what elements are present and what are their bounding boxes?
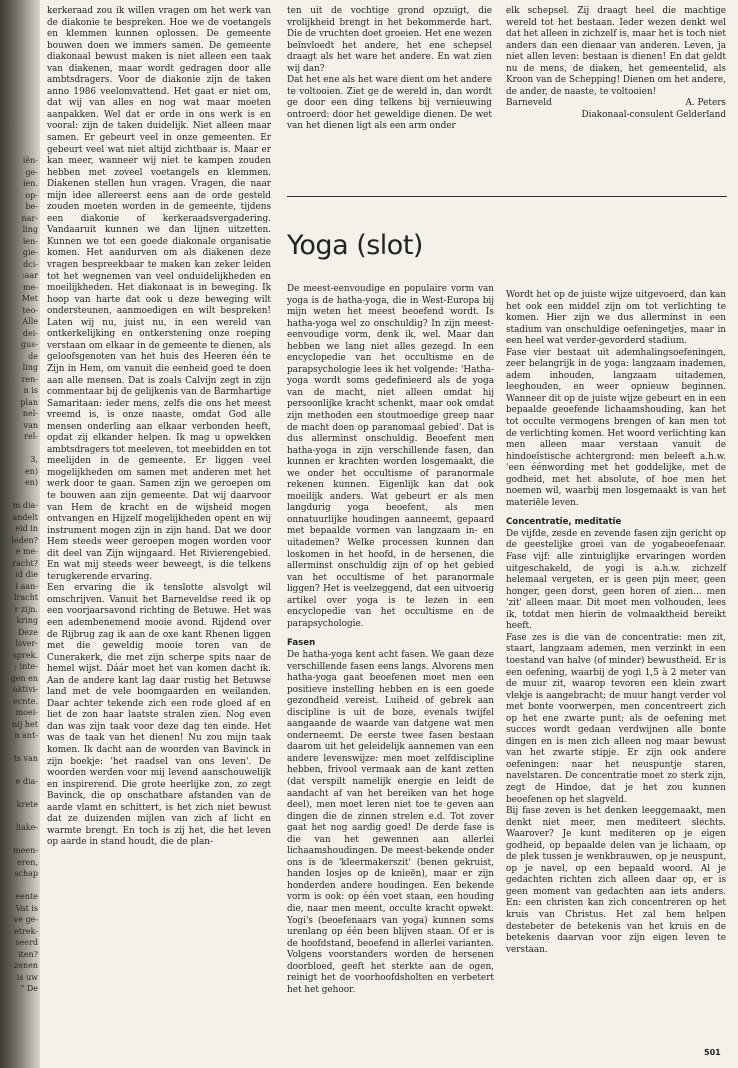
column-diakonie-continued [47,6,271,849]
spine-fragment: liake- [15,823,38,832]
spine-fragment: aktivi- [12,685,38,694]
spine-fragment [2,811,38,823]
spine-fragment: iën- [22,156,38,165]
spine-fragment: lsver- [15,639,38,648]
spine-fragment: ien. [23,179,38,188]
spine-fragment: ling [22,363,38,372]
spine-fragment: ge- [25,167,38,177]
spine-fragment: kring [16,616,38,625]
spine-fragment: is uw [16,972,38,982]
spine-fragment: plan [20,397,38,407]
spine-fragment: :aar [21,271,38,280]
spine-fragment [2,489,38,501]
spine-fragment: me- [22,282,38,292]
subheading-concentratie: Concentratie, meditatie [506,517,622,528]
spine-fragment: lracht [14,593,38,602]
spine-fragment [2,443,38,455]
spine-fragment: ve ge- [13,915,38,924]
spine-fragment: moei- [15,708,38,717]
spine-fragment: eren, [17,857,38,867]
spine-fragment: Vat is [15,903,38,913]
spine-fragment: eente [15,892,38,901]
paragraph: ten uit de vochtige grond opzuigt, die vrolijkheid brengt in het bekommerde hart. Die de vruchten doet groeien. Het ene wezen beïnvloedt het andere, het ene schepsel draagt als het ware het andere. En wat zien wij dan? [287,6,492,74]
paragraph: Wordt het op de juiste wijze uitgevoerd, dan kan het ook een middel zijn om tot verlichting te komen. Hier zijn we dus allerminst in een stadium van onschuldige oefeningetjes, maar in een heel wat verder-gevorderd stadium. [506,290,726,347]
spine-fragment: m dia- [12,501,38,510]
spine-fragment: ling [22,225,38,234]
spine-fragment: ren- [21,374,38,384]
column-diakonie-end [506,6,726,121]
spine-fragment: Alle [22,317,38,326]
spine-fragment: n ant- [14,731,38,740]
paragraph: elk schepsel. Zij draagt heel die machtige wereld tot het bestaan. Ieder wezen denkt wel dat het alleen in zichzelf is, maar het is toch niet anders dan een dienaar van anderen. Leven, ja niet allen leven: bestaan is dienen! En dat geldt nu de mens, de diaken, het gemeentelid, als Kroon van de Schepping! Dienen om het andere, de ander, de naaste, te voltooien! [506,6,726,97]
spine-fragment: gen en [10,673,38,683]
spine-fragment: ien- [22,236,38,246]
paragraph: Fase vier bestaat uit ademhalingsoefeningen, zeer belangrijk in de yoga: langzaam inademen, adem inhouden, langzaam uitademen, leeghouden, en weer opnieuw beginnen. Wanneer dit op de juiste wijze gebeurt en in een bepaalde geoefende lichaamshouding, kan het tot occulte vermogens brengen of kan men tot de verlichting komen. Het woord verlichting kan men alleen maar verstaan vanuit de hindoeïstische achtergrond: men beleeft a.h.w. 'een éénwording met het goddelijke, met de godheid, met het absolute, of hoe men het noemen wil, waarbij men losgemaakt is van het materiële leven. [506,347,726,508]
signature-place: Barneveld [506,98,552,109]
spine-fragment: nij het [12,719,38,729]
spine-fragment: schap [14,869,38,878]
spine-fragment: krete [16,800,38,809]
spine-fragment: n is [23,386,38,395]
spine-fragment: Deze [17,627,38,637]
section-divider [287,196,727,197]
spine-fragment: seerd [15,938,38,947]
subheading-fasen: Fasen [287,638,316,649]
paragraph: De hatha-yoga kent acht fasen. We gaan deze verschillende fasen eens langs. Alvorens men hatha-yoga gaat beoefenen moet men een positieve instelling hebben en is een goede gezondheid vereist. Luiheid of gebrek aan discipline is uit de boze, evenals twijfel aangaande de waarde van datgene wat men onderneemt. De eerste twee fasen bestaan daarom uit het geleidelijk aannemen van een andere levenswijze: men moet zelfdiscipline hebben, frivool vermaak aan de kant zetten (dat verspilt namelijk energie en leidt de aandacht af van het bereiken van het hoge deel), men moet leren niet toe te geven aan dingen die de zinnen strelen e.d. Tot zover gaat het nog aardig goed! De derde fase is die van het gewennen aan allerlei lichaamshoudingen. De meest-bekende onder ons is de 'kleermakerszit' (benen gekruist, handen losjes op de knieën), maar er zijn honderden andere houdingen. Een bekende vorm is ook: op één voet staan, een houding die, naar men meent, occulte kracht opwekt. Yogi's (beoefenaars van yoga) kunnen soms urenlang op één been blijven staan. Of er is de hoofdstand, beoefend in allerlei varianten. Volgens voorstanders worden de hersenen doorbloed, geeft het sterkte aan de ogen, reinigt het de voorhoofdsholten en verbetert het het gehoor. [287,649,494,995]
spine-fragment: gus- [20,340,38,349]
paragraph: De vijfde, zesde en zevende fasen zijn gericht op de geestelijke groei van de yogabeoefenaar. Fase vijf: alle zintuiglijke ervaringen worden uitgeschakeld, de yogi is a.h.w. zichzelf helemaal vergeten, er is geen pijn meer, geen honger, geen dorst, geen horen of zien... men 'zit' alleen maar. Dit moet men volhouden, lees ik, totdat men hierin de volmaaktheid bereikt heeft. [506,528,726,632]
spine-fragment: meen- [13,846,38,855]
spine-fragment: racht? [12,558,38,568]
spine-fragment [2,742,38,754]
signature-role: Diakonaal-consulent Gelderland [581,109,726,120]
paragraph: Bij fase zeven is het denken leeggemaakt, men denkt niet meer, men mediteert slechts. Waarover? Je kunt mediteren op je eigen godheid, op bepaalde delen van je lichaam, op de plek tussen je wenkbrauwen, op je neuspunt, op je navel, op een bepaald woord. Al je gedachten richten zich alleen daar op, er is geen moment van gedachten aan iets anders. En: een christen kan zich concentreren op het kruis van Christus. Het zal hem helpen destebeter de betekenis van het kruis en de betekenis daarvan voor zijn eigen leven te verstaan. [506,806,726,955]
spine-fragment: andelt [12,512,38,522]
spine-fragment: teo- [22,305,38,315]
paragraph: Fase zes is die van de concentratie: men zit, staart, langzaam ademen, men verzinkt in een toestand van halve (of minder) bewustheid. Er is een oefening, waarbij de yogi 1,5 à 2 meter van de muur zit, waarop tevoren een klein zwart vlekje is aangebracht; de muur hangt verder vol met bonte voorwerpen, men concentreert zich op het ene zwarte punt; als de oefening met succes wordt gedaan verdwijnen alle bonte dingen en is men zich alleen nog maar bewust van het zwarte stipje. Er zijn ook andere oefeningen: naar het neuspuntje staren, navelstaren. De concentratie moet zo sterk zijn, zegt de Hindoe, dat je het zou kunnen beoefenen op het slagveld. [506,632,726,805]
spine-fragment: en) [24,466,38,476]
spine-fragment: de [28,351,38,361]
spine-fragment: Met [21,294,38,303]
paragraph: Een ervaring die ik tenslotte alsvolgt wil omschrijven. Vanuit het Barneveldse reed ik op een voorjaarsavond richting de Betuwe. Het was een adembenemend mooie avond. Rijdend over de Rijbrug zag ik aan de oxe kant Rhenen liggen met die geweldig mooie toren van de Cunerakerk, die met zijn scherpe spits naar de hemel wijst. Dáár moet het van komen dacht ik. Aan de andere kant lag daar rustig het Betuwse land met de vele boomgaarden en weilanden. Daar achter tekende zich een rode gloed af en liet de zon haar laatste stralen zien. Nog even dan was zijn taak voor deze dag ten einde. Het was de taak van het dienen! Nu zou mijn taak komen. Ik dacht aan de woorden van Bavinck in zijn boekje: 'het raadsel van ons leven'. De woorden werden voor mij levend aanschouwelijk en inspirerend. Die grote heerlijke zon, zo zegt Bavinck, die op onschatbare afstanden van de aarde vlamt en schittert, is het zich niet bewust dat ze duizenden mijlen van zich af licht en warmte brengt. En toch is zij het, die het leven op aarde in stand houdt, die de plan- [47,583,271,848]
spine-fragment: dci- [23,259,38,269]
spine-fragment: en) [24,478,38,487]
signature-name: A. Peters [685,98,726,109]
article-title: Yoga (slot) [287,230,423,261]
spine-fragment: etrek- [14,926,38,936]
spine-fragment: sprek. [12,650,38,660]
spine-fragment [2,788,38,800]
spine-fragment: gie- [22,248,38,257]
spine-fragment: van [23,420,38,430]
previous-page-fragments [2,155,38,993]
spine-fragment: eid in [15,524,38,533]
spine-fragment: rel- [24,432,38,441]
spine-fragment: 3, [30,455,38,464]
column-yoga-left [287,284,494,996]
column-yoga-right [506,290,726,956]
spine-fragment [2,834,38,846]
spine-fragment: leden? [11,535,38,545]
spine-fragment [2,765,38,777]
column-diakonie-middle [287,6,492,133]
spine-fragment: id die [15,570,38,579]
spine-fragment: iten? [18,949,38,959]
spine-fragment: nar- [21,213,38,223]
paragraph: De meest-eenvoudige en populaire vorm van yoga is de hatha-yoga, die in West-Europa bij mijn weten het meest beoefend wordt. Is hatha-yoga wel zo onschuldig? In zijn meest-eenvoudige vorm, denk ik, wel. Maar dan hebben we lang niet alles gezegd. In een encyclopedie van het occultisme en de parapsychologie lees ik het volgende: 'Hatha-yoga wordt soms gedefinieerd als de yoga van de macht, niet alleen omdat hij persoonlijke kracht schenkt, maar ook omdat zijn methoden een stoutmoedige greep naar de macht doen op paranomaal gebied'. Dat is dus allerminst onschuldig. Beoefent men hatha-yoga in zijn verschillende fasen, dan kunnen er krachten worden losgemaakt, die we onder het occultisme of paranormale rekenen kunnen. Eigenlijk kan dat ook moeilijk anders. Wat gebeurt er als men langdurig yoga beoefent, als men onnatuurlijke houdingen aanneemt, gepaard met bepaalde vormen van langzaam in- en uitademen? Welke processen kunnen dan loskomen in het hoofd, in de hersenen, die allerminst onschuldig zijn of op het gebied van het occultisme of het paranormale liggen? Het is veelzeggend, dat een uitvoerig artikel over yoga is te lezen in een encyclopedie van het occultisme en de parapsychologie. [287,284,494,629]
spine-fragment: ecnte. [13,696,38,706]
signature-line [506,98,726,110]
page-number: 501 [704,1048,721,1057]
spine-fragment: e dia- [15,777,38,786]
spine-fragment: ; inte- [14,662,38,671]
spine-fragment: nel- [22,409,38,418]
spine-fragment: l aan- [15,581,38,591]
spine-fragment: ts van [13,754,38,763]
spine-fragment: be- [25,202,38,211]
spine-fragment: " De [20,984,38,993]
paragraph: Dat het ene als het ware dient om het andere te voltooien. Ziet ge de wereld in, dan wordt ge door een ding telkens bij vernieuwing ontroerd: door het geweldige dienen. De wet van het dienen ligt als een arm onder [287,75,492,132]
paragraph: kerkeraad zou ik willen vragen om het werk van de diakonie te bespreken. Hoe we de voetangels en klemmen kunnen oplossen. De gemeente bouwen doen we immers samen. De gemeente diakonaal bewust maken is niet alleen een taak van diakenen, maar wordt gedragen door alle ambtsdragers. Voor de diakonie zijn de taken anno 1986 veelomvattend. Het gaat er niet om, dat wij van alles en nog wat maar moeten aanpakken. Wel dat er orde in ons werk is en vooral: zijn de taken duidelijk. Niet alleen maar samen. Er gebeurt veel in onze gemeenten. Er gebeurt veel wat niet altijd zichtbaar is. Maar er kan meer, wanneer wij niet te kampen zouden hebben met zoveel voetangels en klemmen. Diakenen stellen hun vragen. Vragen, die naar mijn idee allereerst eens aan de orde gesteld zouden moeten worden in de gemeente, tijdens een diakonie of kerkeraadsvergadering. Vandaaruit kunnen we dan lijnen uitzetten. Kunnen we tot een goede diakonale organisatie komen. Het aandurven om als diakenen deze vragen bespreekbaar te maken kan zeker leiden tot het wegnemen van veel onduidelijkheden en moeilijkheden. Het diakonaat is in beweging. Ik hoop van harte dat ook u deze beweging wilt ondersteunen, aanmoedigen en wilt bespreken! Laten wij nu, juist nu, in een wereld van ontkerkelijking en ontkerstening onze roeping verstaan om elkaar in de gemeente te dienen, als geloofsgenoten van het huis des Heeren één te Zijn in Hem, om vanuit die eenheid goed te doen aan alle mensen. Dat is zoals Calvijn zegt in zijn commentaar bij de gelijkenis van de Barmhartige Samaritaan: ieder mens, zelfs die ons het meest vreemd is, is onze naaste, omdat God alle mensen onderling aan elkaar verbonden heeft, opdat zij elkander helpen. Ik mag u opwekken ambtsdragers tot meeleven, tot meebidden en tot meelijden in de gemeente. Er liggen veel mogelijkheden om samen met anderen met het werk door te gaan. Samen zijn we geroepen om te bouwen aan zijn gemeente. Dat wij daarvoor van Hem de kracht en de wijsheid mogen ontvangen en Hijzelf mogelijkheden opent en wij instrument mogen zijn in zijn hand. Dat we door Hem steeds weer geroepen mogen worden voor dit deel van Zijn wijngaard. Het Rivierengebied. En wat mij steeds weer beweegt, is die telkens terugkerende ervaring. [47,6,271,582]
spine-fragment: zenen [14,961,38,970]
spine-fragment [2,880,38,892]
spine-fragment: op- [25,190,38,200]
spine-fragment: e me- [15,547,38,556]
book-spine [0,0,40,1068]
spine-fragment: dei- [22,328,38,338]
spine-fragment: r zijn. [14,604,38,614]
